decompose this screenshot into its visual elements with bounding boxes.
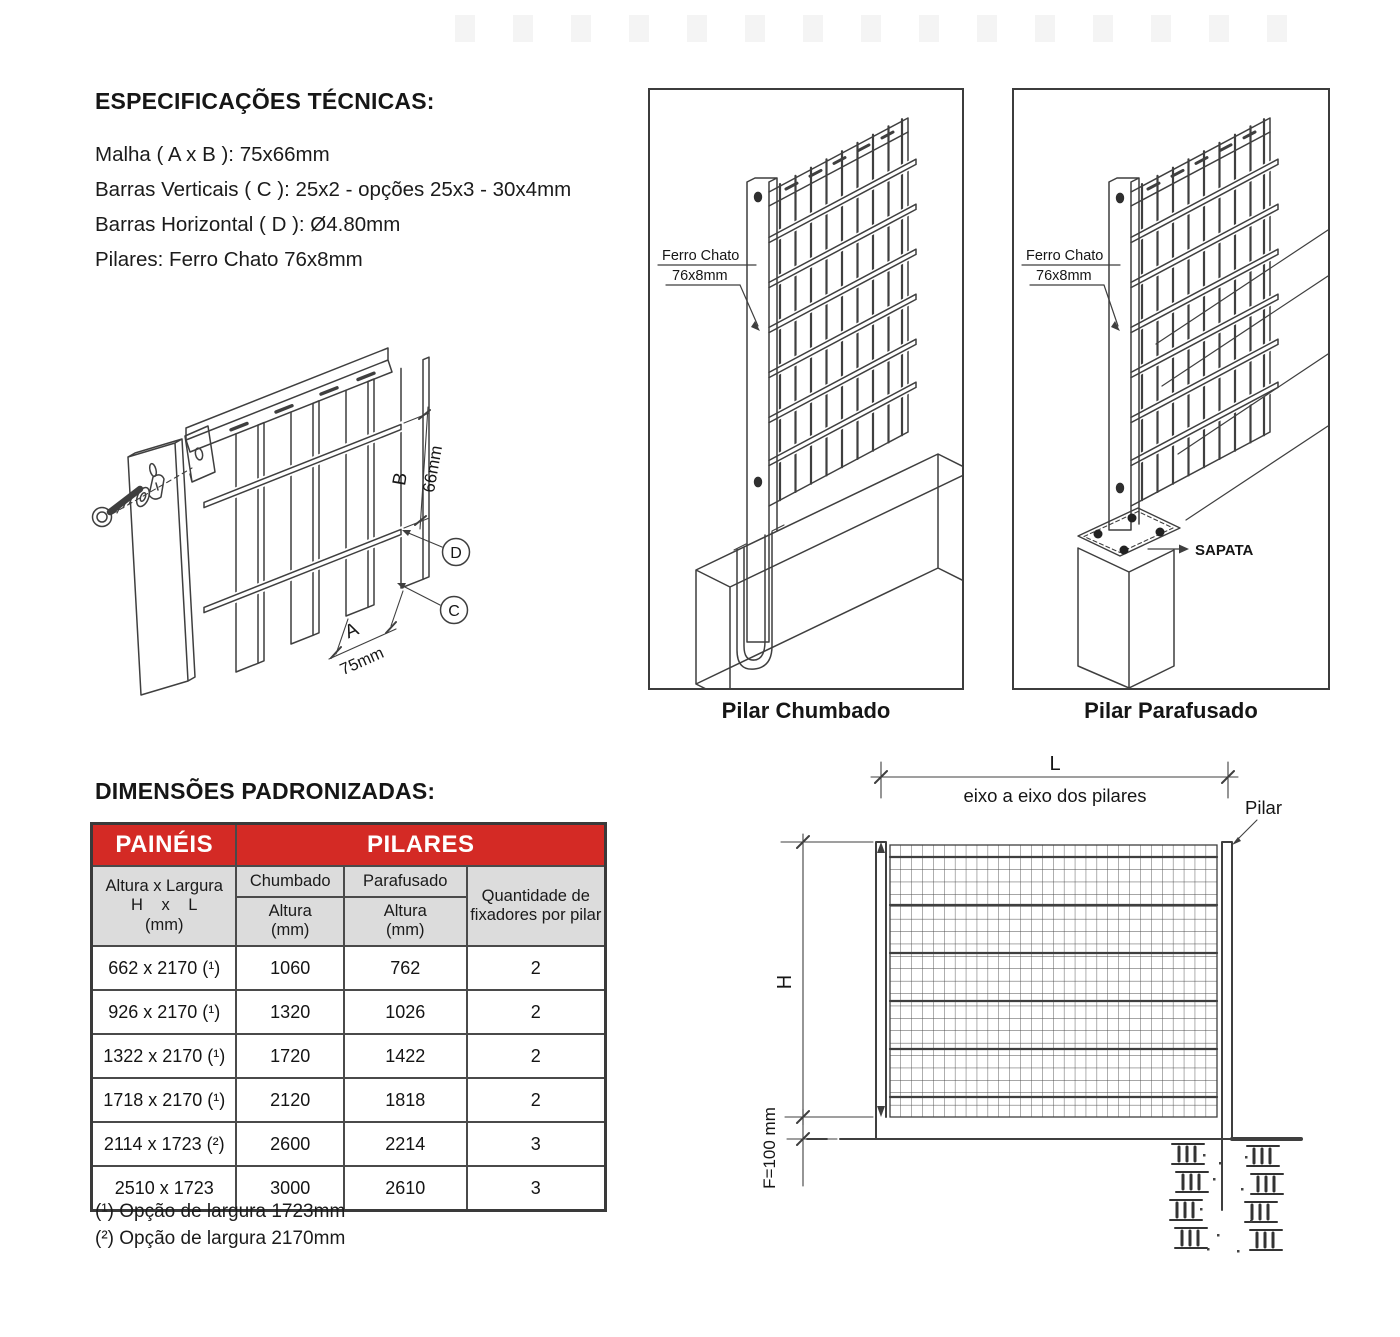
pilar-parafusado-figure [1012, 88, 1330, 690]
arrowhead-icon [1232, 837, 1241, 845]
dim-f-value: F=100 mm [760, 1107, 779, 1189]
bolt-icon [93, 489, 141, 527]
header-altura-largura: Altura x Largura H x L (mm) [92, 866, 237, 946]
dim-l-letter: L [1049, 753, 1061, 775]
spec-line-barras-verticais: Barras Verticais ( C ): 25x2 - opções 25x3 - 30x4mm [95, 178, 572, 201]
mesh-detail-drawing [86, 320, 506, 720]
table-row: 2510 x 1723 3000 2610 3 [92, 1166, 606, 1211]
post [1109, 178, 1139, 530]
bolt-hole-icon [1116, 193, 1124, 204]
spec-line-barras-horizontal: Barras Horizontal ( D ): Ø4.80mm [95, 213, 401, 236]
callout-d-letter: D [450, 545, 462, 562]
table-row: 1322 x 2170 (¹) 1720 1422 2 [92, 1034, 606, 1078]
concrete-beam [696, 454, 962, 688]
dimension-f [787, 1109, 837, 1186]
table-subheader-row-1 [92, 866, 606, 897]
spec-line-malha: Malha ( A x B ): 75x66mm [95, 143, 330, 166]
horizontal-rods [202, 424, 403, 612]
bolt-hole-icon [754, 477, 762, 488]
caption-pilar-parafusado: Pilar Parafusado [1084, 698, 1258, 723]
ferro-chato-size: 76x8mm [672, 268, 728, 284]
sapata-label: SAPATA [1195, 542, 1254, 559]
elevation-dimension-diagram [745, 742, 1357, 1322]
arrowhead-icon [1179, 545, 1189, 554]
arrowhead-icon [751, 321, 760, 331]
header-qty-fixadores: Quantidade de fixadores por pilar [467, 866, 606, 946]
tech-specs-heading: ESPECIFICAÇÕES TÉCNICAS: [95, 88, 435, 114]
post-flat-bar [128, 439, 195, 695]
mesh-grid [890, 845, 1217, 1117]
col-group-pilares: PILARES [236, 824, 605, 867]
col-group-paineis: PAINÉIS [92, 824, 237, 867]
table-group-header-row [92, 824, 606, 867]
tech-specs-section [95, 88, 655, 277]
cropped-text-remnant [455, 15, 1305, 42]
footnote-2: (²) Opção de largura 2170mm [95, 1228, 346, 1249]
arrowhead-icon [877, 1106, 885, 1117]
header-parafusado: Parafusado [344, 866, 467, 897]
header-chumbado-altura: Altura (mm) [236, 897, 343, 946]
pilar-label: Pilar [1245, 797, 1283, 818]
vertical-bars [236, 357, 429, 672]
header-parafusado-altura: Altura (mm) [344, 897, 467, 946]
bolt-hole-icon [1116, 483, 1124, 494]
table-row: 926 x 2170 (¹) 1320 1026 2 [92, 990, 606, 1034]
spec-line-pilares: Pilares: Ferro Chato 76x8mm [95, 248, 363, 271]
ferro-chato-label: Ferro Chato [1026, 248, 1104, 264]
arrowhead-icon [1111, 321, 1120, 331]
dimensions-heading: DIMENSÕES PADRONIZADAS: [95, 778, 436, 804]
dimensions-table [90, 822, 607, 1212]
ferro-chato-size: 76x8mm [1036, 268, 1092, 284]
table-row: 2114 x 1723 (²) 2600 2214 3 [92, 1122, 606, 1166]
dim-b-letter: B [389, 470, 413, 488]
soil-hatch [1170, 1144, 1283, 1253]
top-rail [186, 348, 392, 452]
dim-a-letter: A [341, 618, 362, 644]
ferro-chato-label: Ferro Chato [662, 248, 740, 264]
arrowhead-icon [877, 842, 885, 853]
axis-note: eixo a eixo dos pilares [963, 785, 1147, 806]
dim-a-value: 75mm [337, 643, 387, 679]
dim-b-value: 66mm [419, 444, 447, 494]
table-row: 1718 x 2170 (¹) 2120 1818 2 [92, 1078, 606, 1122]
bolt-hole-icon [754, 192, 762, 203]
concrete-pedestal [1078, 548, 1174, 688]
footnote-1: (¹) Opção de largura 1723mm [95, 1201, 346, 1222]
footnotes [95, 1198, 345, 1252]
callout-c-letter: C [448, 603, 460, 620]
header-chumbado: Chumbado [236, 866, 343, 897]
dim-h-letter: H [774, 974, 796, 990]
table-row: 662 x 2170 (¹) 1060 762 2 [92, 946, 606, 990]
pilar-chumbado-figure [648, 88, 964, 690]
caption-pilar-chumbado: Pilar Chumbado [721, 698, 891, 723]
